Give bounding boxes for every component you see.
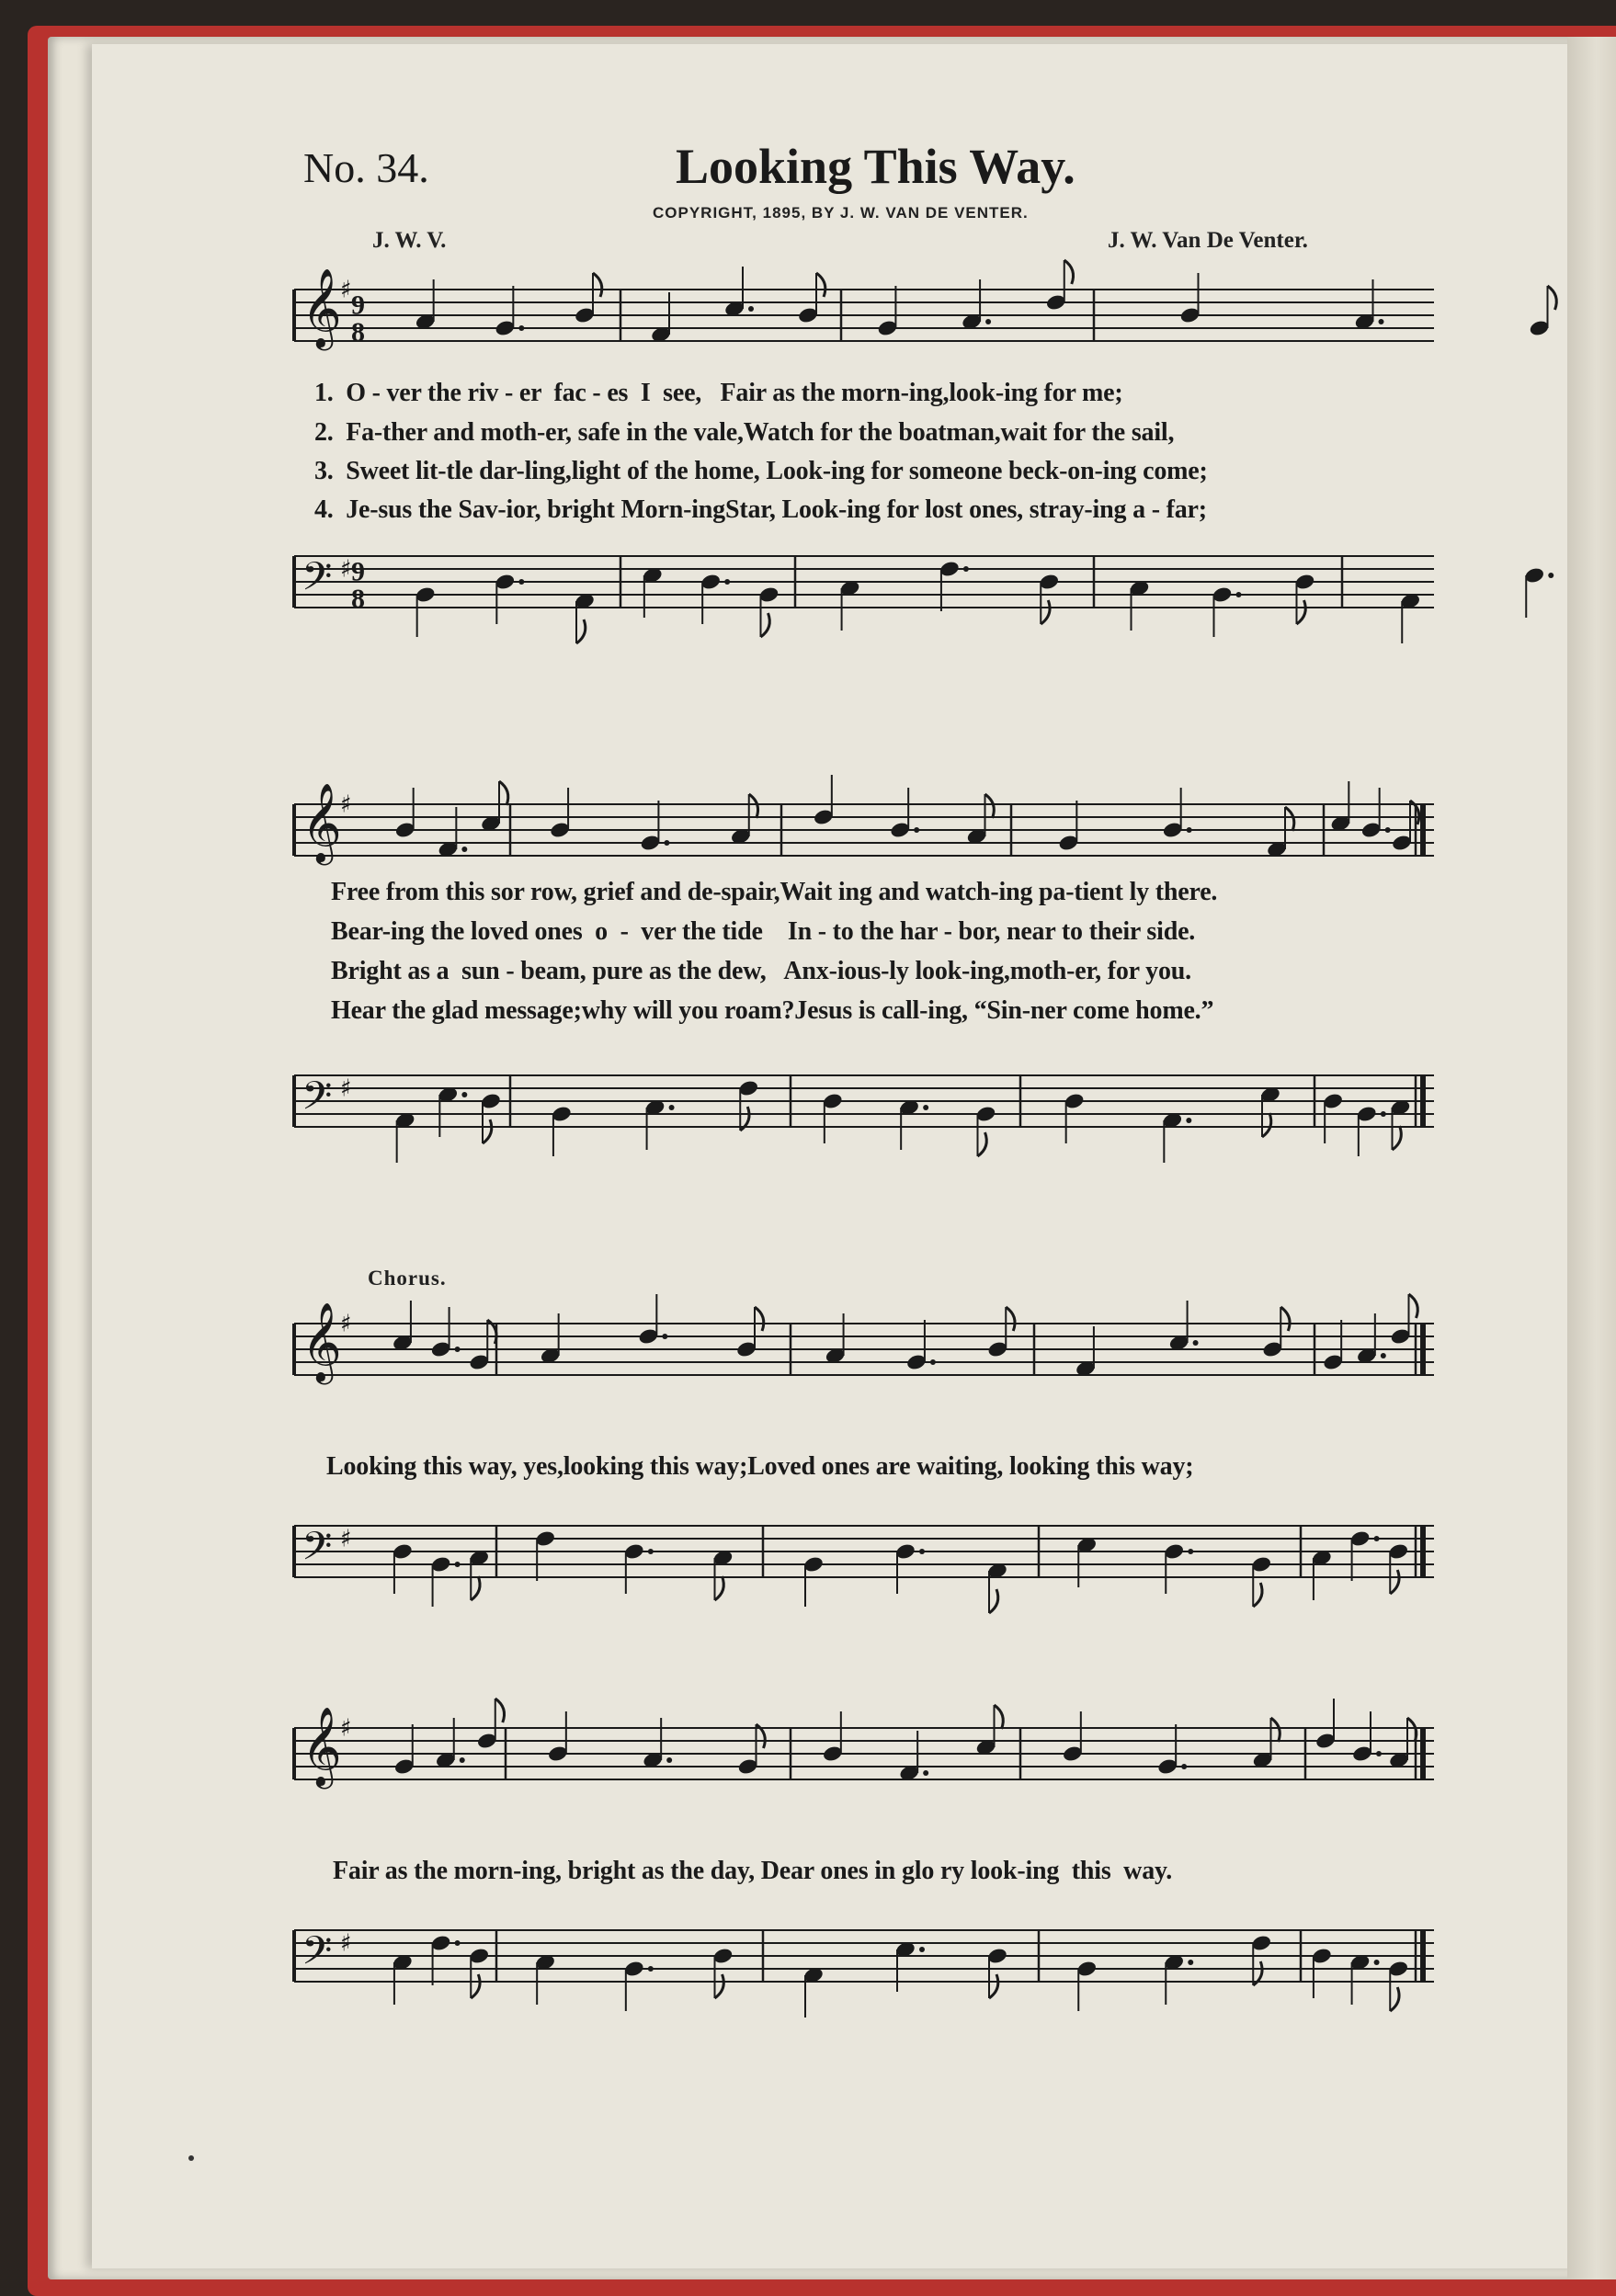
chorus-line-2: Fair as the morn-ing, bright as the day, Dear ones in glo ry look-ing this way. <box>333 1857 1173 1885</box>
sharp-icon: ♯ <box>340 1074 352 1103</box>
note-dot <box>1186 1118 1191 1123</box>
note-flag <box>761 613 770 637</box>
note-flag <box>1006 1307 1015 1331</box>
note-flag <box>495 1699 505 1722</box>
verse-3-line-2: Bright as a sun - beam, pure as the dew, Anx-ious-ly look-ing,moth-er, for you. <box>331 957 1191 985</box>
verse-2-line-2: Bear-ing the loved ones o - ver the tide In - to the har - bor, near to their side. <box>331 917 1196 946</box>
note-flag <box>1280 1307 1290 1331</box>
note-flag <box>1390 1570 1399 1594</box>
note-flag <box>1262 1113 1271 1137</box>
system-1-bass-staff <box>294 519 1434 676</box>
chorus-system-2-bass-staff <box>294 1893 1434 2050</box>
note-flag <box>1393 1126 1402 1150</box>
chorus-line-1: Looking this way, yes,looking this way;Loved ones are waiting, looking this way; <box>326 1452 1194 1481</box>
note-flag <box>715 1576 724 1600</box>
bass-clef-icon: 𝄢 <box>302 1073 333 1129</box>
sharp-icon: ♯ <box>340 790 352 819</box>
note-dot <box>1374 1536 1380 1541</box>
treble-clef-icon: 𝄞 <box>302 267 342 347</box>
chorus-system-1-treble-staff <box>294 1287 1434 1425</box>
bass-clef-icon: 𝄢 <box>302 1927 333 1983</box>
note-flag <box>1253 1583 1262 1607</box>
note-flag <box>715 1974 724 1998</box>
system-1-treble-staff <box>294 253 1434 381</box>
note-dot <box>930 1359 936 1365</box>
system-2-bass-staff <box>294 1039 1434 1195</box>
note-flag <box>1271 1718 1280 1742</box>
note-flag <box>593 273 602 297</box>
note-dot <box>1381 1353 1386 1358</box>
note-flag <box>816 273 825 297</box>
note-dot <box>518 325 524 331</box>
sharp-icon: ♯ <box>340 1310 352 1338</box>
note-dot <box>748 306 754 312</box>
note-dot <box>1181 1764 1187 1769</box>
verse-3-line-1: 3. Sweet lit-tle dar-ling,light of the home, Look-ing for someone beck-on-ing come; <box>314 457 1208 485</box>
chorus-system-1-bass-staff <box>294 1489 1434 1636</box>
verse-1-line-2: Free from this sor row, grief and de-spair,Wait ing and watch-ing pa-tient ly there. <box>331 878 1218 906</box>
note-flag <box>1041 600 1050 624</box>
time-signature-bottom: 8 <box>351 584 365 614</box>
note-flag <box>471 1576 480 1600</box>
hymn-header <box>303 138 1434 211</box>
note-flag <box>995 1705 1004 1729</box>
note-dot <box>1187 827 1192 833</box>
note-flag <box>483 1120 492 1143</box>
treble-clef-icon: 𝄞 <box>302 1301 342 1381</box>
note-dot <box>1548 573 1553 578</box>
time-signature-top: 9 <box>351 556 365 587</box>
note-dot <box>963 566 969 572</box>
note-dot <box>1379 319 1384 324</box>
note-dot <box>1385 827 1391 833</box>
sharp-icon: ♯ <box>340 1525 352 1553</box>
note-flag <box>1064 260 1074 284</box>
note-dot <box>455 1940 461 1946</box>
note-flag <box>978 1132 987 1156</box>
note-dot <box>1381 1111 1386 1117</box>
note-dot <box>648 1966 654 1972</box>
note-flag <box>755 1307 764 1331</box>
note-flag <box>1285 807 1294 831</box>
note-dot <box>923 1770 928 1776</box>
note-dot <box>648 1549 654 1554</box>
chorus-system-2-treble-staff <box>294 1691 1434 1829</box>
note-flag <box>989 1589 998 1613</box>
print-speck <box>188 2155 194 2161</box>
note-dot <box>724 579 730 585</box>
note-dot <box>919 1549 925 1554</box>
note-dot <box>1236 592 1242 597</box>
note-dot <box>455 1562 461 1567</box>
note-dot <box>669 1105 675 1110</box>
sharp-icon: ♯ <box>340 1929 352 1958</box>
sharp-icon: ♯ <box>340 1714 352 1743</box>
note-flag <box>1390 1987 1399 2011</box>
note-flag <box>1297 600 1306 624</box>
note-dot <box>1374 1960 1380 1965</box>
note-dot <box>461 847 467 852</box>
note-flag <box>749 794 758 818</box>
note-dot <box>1193 1340 1199 1346</box>
hymn-title: Looking This Way. <box>676 139 1075 194</box>
treble-clef-icon: 𝄞 <box>302 782 342 862</box>
bass-clef-icon: 𝄢 <box>302 1523 333 1579</box>
note-dot <box>666 1757 672 1763</box>
note-dot <box>1188 1960 1193 1965</box>
note-flag <box>1407 1718 1417 1742</box>
lyricist-credit: J. W. V. <box>372 228 447 253</box>
chorus-label: Chorus. <box>368 1267 447 1290</box>
verse-2-line-1: 2. Fa-ther and moth-er, safe in the vale,Watch for the boatman,wait for the sail, <box>314 418 1175 447</box>
time-signature-bottom: 8 <box>351 317 365 347</box>
note-dot <box>664 840 669 846</box>
note-flag <box>471 1974 480 1998</box>
note-flag <box>1409 1294 1418 1318</box>
note-dot <box>914 827 919 833</box>
note-flag <box>576 619 586 643</box>
time-signature-top: 9 <box>351 290 365 321</box>
composer-credit: J. W. Van De Venter. <box>1108 228 1308 253</box>
verse-4-line-1: 4. Je-sus the Sav-ior, bright Morn-ingStar, Look-ing for lost ones, stray-ing a - far; <box>314 495 1207 524</box>
note-dot <box>518 579 524 585</box>
note-dot <box>985 319 991 324</box>
hymn-number: No. 34. <box>303 144 429 191</box>
facing-page-edge <box>1567 37 1616 2279</box>
note-dot <box>1188 1549 1193 1554</box>
note-dot <box>923 1105 928 1110</box>
note-dot <box>461 1092 467 1097</box>
sharp-icon: ♯ <box>340 555 352 584</box>
verse-4-line-2: Hear the glad message;why will you roam?Jesus is call-ing, “Sin-ner come home.” <box>331 996 1214 1025</box>
note-dot <box>455 1347 461 1352</box>
note-dot <box>919 1947 925 1952</box>
treble-clef-icon: 𝄞 <box>302 1706 342 1786</box>
note-dot <box>1376 1751 1382 1756</box>
note-flag <box>499 781 508 805</box>
note-flag <box>989 1974 998 1998</box>
sharp-icon: ♯ <box>340 276 352 304</box>
verse-1-line-1: 1. O - ver the riv - er fac - es I see, Fair as the morn-ing,look-ing for me; <box>314 379 1123 407</box>
bass-clef-icon: 𝄢 <box>302 553 333 609</box>
copyright-notice: COPYRIGHT, 1895, BY J. W. VAN DE VENTER. <box>653 204 1029 222</box>
note-dot <box>460 1757 465 1763</box>
note-flag <box>985 794 995 818</box>
note-dot <box>662 1334 667 1339</box>
